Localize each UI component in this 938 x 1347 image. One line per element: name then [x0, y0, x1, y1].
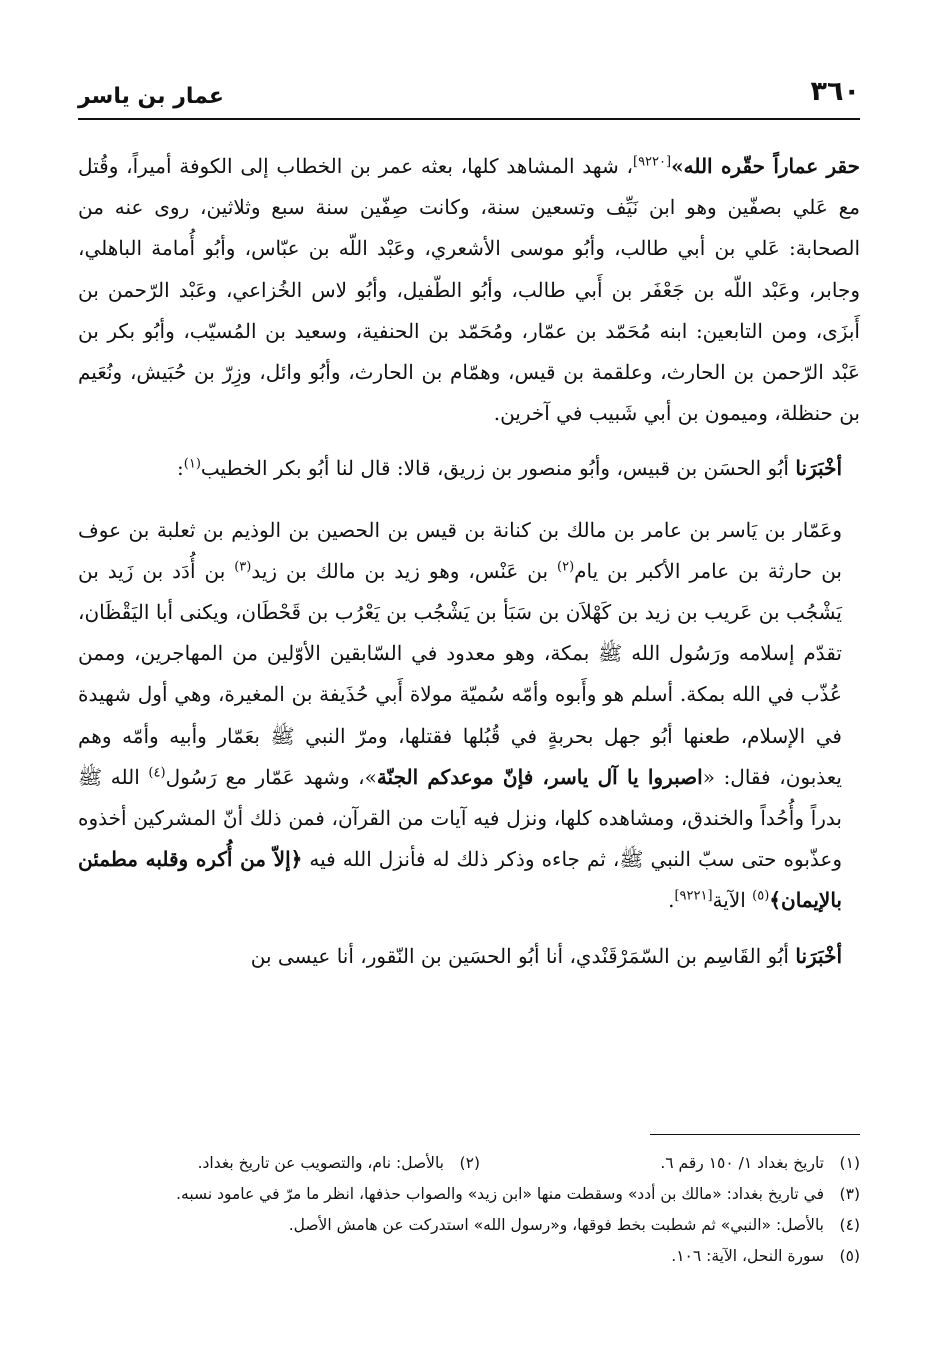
- paragraph-1: [78, 146, 860, 434]
- paragraph-4: [78, 936, 860, 977]
- akhbarana-lead-1: أخْبَرَنا: [795, 456, 842, 481]
- paragraph-3-text-c: بن أُدَد بن زَيد بن يَشْجُب بن عَريب بن زيد بن كَهْلاَن بن سَبَأ بن يَشْجُب بن يَعْرُب بن قَحْطَان، ويكنى أبا اليَقْظَان، تقدّم إسلامه ورَسُول الله ﷺ بمكة، وهو معدود في السّابقين الأوّلين من المهاجرين، وممن عُذّب في الله بمكة. أسلم هو وأَبوه وأمّه سُميّة مولاة أَبي حُذَيفة بن المغيرة، وهي أول شهيدة في الإسلام، طعنها أبُو جهل بحربةٍ في قُبُلها فقتلها، ومرّ النبي ﷺ بعَمّار وأبيه وأمّه وهم يعذبون، فقال: «: [78, 558, 843, 789]
- paragraph-3-text-b: بن عَنْس، وهو زيد بن مالك بن زيد: [251, 558, 557, 583]
- footnote-2: [198, 1148, 480, 1179]
- paragraph-3-text-a: وعَمّار بن يَاسر بن عامر بن مالك بن كنانة بن قيس بن الحصين بن الوذيم بن ثعلبة بن عوف بن حارثة بن عامر الأكبر بن يام: [78, 517, 842, 583]
- footnote-4: [78, 1210, 860, 1241]
- paragraph-2: [78, 448, 860, 489]
- running-header: [78, 76, 860, 116]
- footnote-marker-3[interactable]: (٣): [234, 559, 252, 575]
- running-title: عمار بن ياسر: [78, 84, 224, 109]
- paragraph-1-lead: حقر عماراً حقّره الله»: [671, 154, 861, 178]
- footnote-3: [78, 1179, 860, 1210]
- footnotes: [78, 1148, 860, 1272]
- paragraph-3-text-d: »، وشهد عَمّار مع رَسُول: [165, 764, 377, 789]
- footnote-1: [480, 1148, 860, 1179]
- footnote-row-1: [78, 1148, 860, 1179]
- page-number: ٣٦٠: [810, 76, 860, 107]
- paragraph-3-text-f: الآية: [712, 888, 753, 913]
- bold-quote: اصبروا يا آل ياسر، فإنّ موعدكم الجنّة: [376, 764, 703, 789]
- paragraph-3-end: .: [668, 888, 675, 913]
- footnote-3-text: في تاريخ بغداد: «مالك بن أدد» وسقطت منها «ابن زيد» والصواب حذفها، انظر ما مرّ في عامود نسبه.: [176, 1185, 824, 1203]
- footnote-1-number: (١): [839, 1154, 860, 1172]
- paragraph-1-text: ، شهد المشاهد كلها، بعثه عمر بن الخطاب إلى الكوفة أميراً، وقُتل مع عَلي بصفّين وهو ابن نَيِّف وتسعين سنة، وكانت صِفّين سنة سبع وثلاثين، روى عنه من الصحابة: عَلي بن أبي طالب، وأبُو موسى الأشعري، وعَبْد اللّه بن عبّاس، وأبُو أُمامة الباهلي، وجابر، وعَبْد اللّه بن جَعْفَر بن أَبي طالب، وأبُو الطّفيل، وأبُو لاس الخُزاعي، وعَبْد الرّحمن بن أَبزَى، ومن التابعين: ابنه مُحَمّد بن عمّار، ومُحَمّد بن الحنفية، وسعيد بن المُسيّب، وأبُو بكر بن عَبْد الرّحمن بن الحارث، وعلقمة بن قيس، وهمّام بن الحارث، وأبُو وائل، وزِرّ بن حُبَيش، ونُعَيم بن حنظلة، وميمون بن أبي شَبيب في آخرين.: [78, 154, 860, 426]
- footnote-rule: [650, 1134, 860, 1135]
- footnote-4-text: بالأصل: «النبي» ثم شطبت بخط فوقها، و«رسول الله» استدركت عن هامش الأصل.: [288, 1216, 824, 1234]
- paragraph-4-text: أبُو القَاسِم بن السّمَرْقَنْدي، أنا أبُو الحسَين بن النّقور، أنا عيسى بن: [250, 943, 796, 968]
- footnote-marker-1[interactable]: (١): [183, 456, 201, 472]
- footnote-marker-2[interactable]: (٢): [557, 559, 575, 575]
- hadith-ref-9221: [٩٢٢١]: [674, 888, 713, 904]
- footnote-5: [78, 1241, 860, 1272]
- header-rule: [78, 118, 860, 120]
- footnote-2-text: بالأصل: نام، والتصويب عن تاريخ بغداد.: [197, 1154, 444, 1172]
- footnote-5-number: (٥): [839, 1247, 860, 1265]
- footnote-5-text: سورة النحل، الآية: ١٠٦.: [671, 1247, 824, 1265]
- quran-verse: ﴿إلاّ من أُكره وقلبه مطمئن بالإيمان﴾: [78, 847, 842, 913]
- paragraph-2-text: أبُو الحسَن بن قبيس، وأبُو منصور بن زريق، قالا: قال لنا أبُو بكر الخطيب: [200, 456, 796, 481]
- footnote-marker-5[interactable]: (٥): [752, 888, 770, 904]
- footnote-1-text: تاريخ بغداد ١/ ١٥٠ رقم ٦.: [660, 1154, 824, 1172]
- footnote-marker-4[interactable]: (٤): [148, 765, 166, 781]
- hadith-ref-9220: [٩٢٢٠]: [633, 154, 672, 170]
- footnote-2-number: (٢): [459, 1154, 480, 1172]
- paragraph-3: [78, 510, 860, 922]
- akhbarana-lead-2: أخْبَرَنا: [795, 943, 842, 968]
- footnote-4-number: (٤): [839, 1216, 860, 1234]
- body-text: [78, 146, 860, 977]
- footnote-3-number: (٣): [839, 1185, 860, 1203]
- paragraph-3-text-e: الله ﷺ بدراً وأُحُداً والخندق، ومشاهده كلها، ونزل فيه آيات من القرآن، فمن ذلك أنّ المشركين أخذوه وعذّبوه حتى سبّ النبي ﷺ، ثم جاءه وذكر ذلك له فأنزل الله فيه: [78, 764, 842, 872]
- paragraph-2-colon: :: [177, 456, 184, 481]
